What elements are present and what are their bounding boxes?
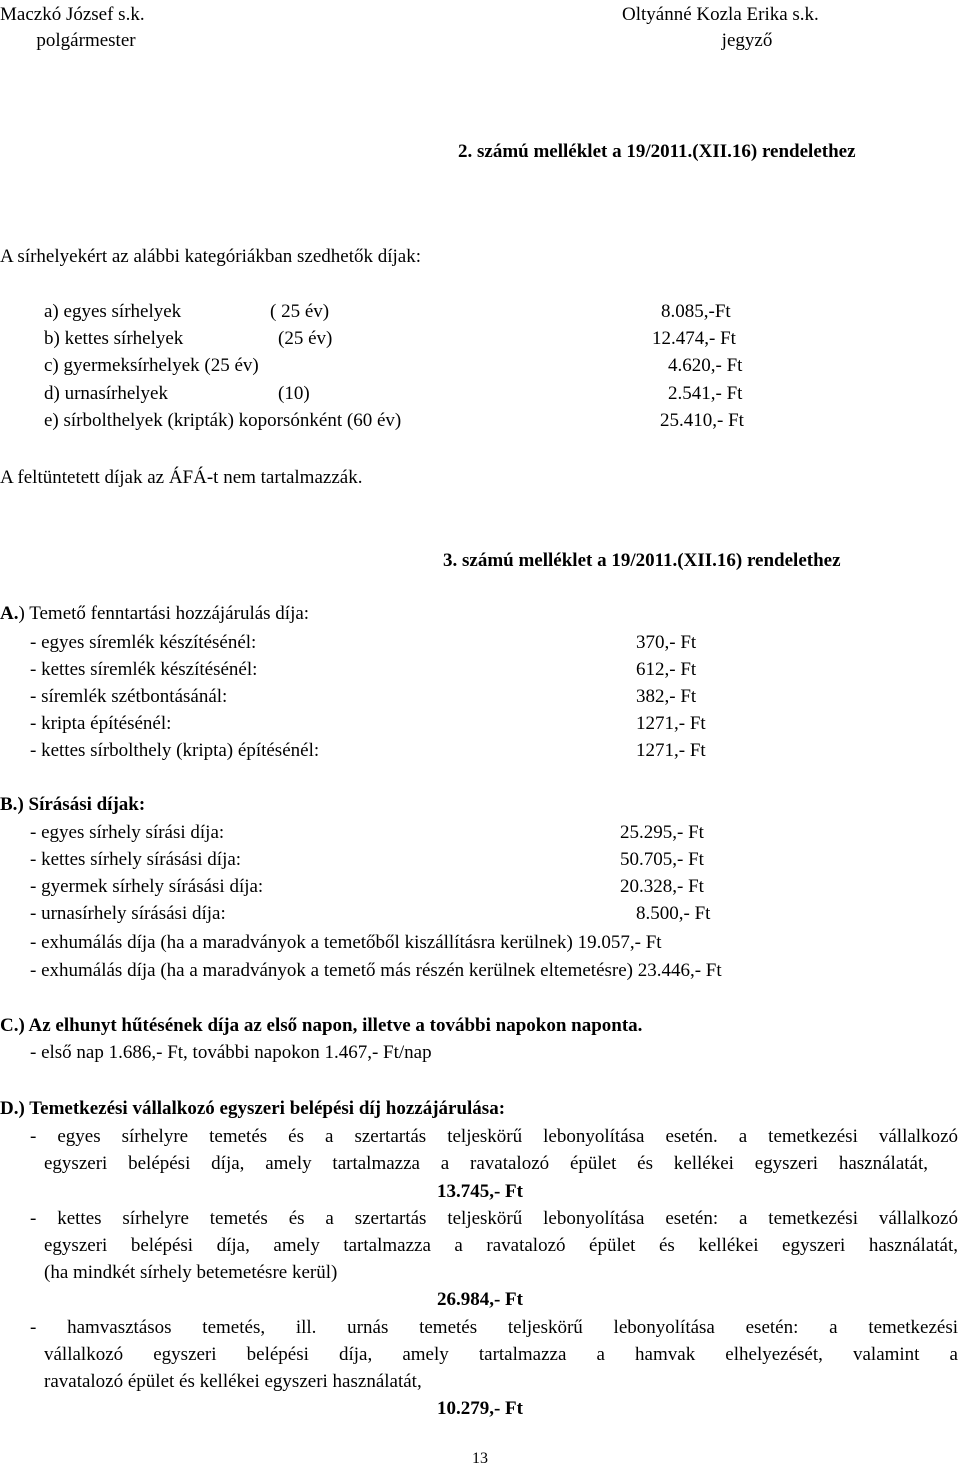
table-row-label: c) gyermeksírhelyek (25 év) <box>44 355 259 376</box>
list-item-label: - egyes síremlék készítésénél: <box>30 632 257 653</box>
section-title-text: ) Az elhunyt hűtésének díja az első napon, illetve a további napokon naponta. <box>18 1015 643 1036</box>
exhumation-line: - exhumálás díja (ha a maradványok a temetőből kiszállításra kerülnek) 19.057,- Ft <box>30 932 662 953</box>
table-row-term: (25 év) <box>278 328 333 349</box>
list-item-label: - kettes sírbolthely (kripta) építésénél: <box>30 740 320 761</box>
list-item-price: 370,- Ft <box>636 632 697 653</box>
section-title-text: ) Temetkezési vállalkozó egyszeri belépési díj hozzájárulása: <box>18 1098 506 1119</box>
mayor-title: polgármester <box>36 30 136 51</box>
section-letter: C. <box>0 1015 19 1036</box>
paragraph-line: egyszeri belépési díja, amely tartalmazza a ravatalozó épület és kellékei egyszeri használatát, <box>44 1235 958 1256</box>
cooling-fee-line: - első nap 1.686,- Ft, további napokon 1.467,- Ft/nap <box>30 1042 432 1063</box>
paragraph-line: - egyes sírhelyre temetés és a szertartás teljeskörű lebonyolítása esetén. a temetkezési vállalkozó <box>30 1126 958 1147</box>
paragraph-line: ravatalozó épület és kellékei egyszeri használatát, <box>44 1371 422 1392</box>
section-a-title <box>0 603 309 625</box>
fee-amount: 10.279,- Ft <box>436 1398 523 1419</box>
annex3-heading: 3. számú melléklet a 19/2011.(XII.16) rendelethez <box>443 550 841 571</box>
list-item-price: 1271,- Ft <box>636 740 706 761</box>
table-row-label: d) urnasírhelyek <box>44 383 168 404</box>
list-item-label: - kripta építésénél: <box>30 713 172 734</box>
table-row-price: 4.620,- Ft <box>668 355 743 376</box>
section-letter: A. <box>0 603 19 624</box>
table-row-term: ( 25 év) <box>270 301 330 322</box>
exhumation-line: - exhumálás díja (ha a maradványok a temető más részén kerülnek eltemetésre) 23.446,- Ft <box>30 960 722 981</box>
clerk-title: jegyző <box>721 30 773 51</box>
table-row-price: 25.410,- Ft <box>660 410 744 431</box>
list-item-price: 612,- Ft <box>636 659 697 680</box>
list-item-label: - síremlék szétbontásánál: <box>30 686 228 707</box>
list-item-price: 1271,- Ft <box>636 713 706 734</box>
page-number: 13 <box>472 1450 488 1467</box>
table-row-term: (10) <box>278 383 310 404</box>
table-row-price: 8.085,-Ft <box>661 301 731 322</box>
table-row-price: 12.474,- Ft <box>652 328 736 349</box>
annex2-heading: 2. számú melléklet a 19/2011.(XII.16) rendelethez <box>458 141 856 162</box>
section-b-title <box>0 794 145 816</box>
section-title-text: ) Temető fenntartási hozzájárulás díja: <box>18 603 310 624</box>
table-row-label: e) sírbolthelyek (kripták) koporsónként (60 év) <box>44 410 402 431</box>
list-item-label: - kettes sírhely sírásási díja: <box>30 849 242 870</box>
annex2-intro: A sírhelyekért az alábbi kategóriákban szedhetők díjak: <box>0 246 422 267</box>
list-item-price: 8.500,- Ft <box>636 903 711 924</box>
paragraph-line: - hamvasztásos temetés, ill. urnás temetés teljeskörű lebonyolítása esetén: a temetkezési <box>30 1317 958 1338</box>
clerk-name: Oltyánné Kozla Erika s.k. <box>622 4 819 25</box>
section-letter: B. <box>0 794 18 815</box>
table-row-label: b) kettes sírhelyek <box>44 328 184 349</box>
list-item-price: 50.705,- Ft <box>620 849 704 870</box>
paragraph-line: vállalkozó egyszeri belépési díja, amely tartalmazza a hamvak elhelyezését, valamint a <box>44 1344 958 1365</box>
paragraph-line: egyszeri belépési díja, amely tartalmazza a ravatalozó épület és kellékei egyszeri használatát, <box>44 1153 928 1174</box>
vat-note: A feltüntetett díjak az ÁFÁ-t nem tartalmazzák. <box>0 467 363 488</box>
section-d-title <box>0 1098 505 1120</box>
section-c-title <box>0 1015 642 1037</box>
paragraph-line: - kettes sírhelyre temetés és a szertartás teljeskörű lebonyolítása esetén: a temetkezési vállalkozó <box>30 1208 958 1229</box>
list-item-price: 25.295,- Ft <box>620 822 704 843</box>
list-item-label: - egyes sírhely sírási díja: <box>30 822 225 843</box>
list-item-price: 382,- Ft <box>636 686 697 707</box>
section-letter: D. <box>0 1098 19 1119</box>
table-row-price: 2.541,- Ft <box>668 383 743 404</box>
table-row-label: a) egyes sírhelyek <box>44 301 182 322</box>
list-item-price: 20.328,- Ft <box>620 876 704 897</box>
list-item-label: - urnasírhely sírásási díja: <box>30 903 226 924</box>
list-item-label: - kettes síremlék készítésénél: <box>30 659 258 680</box>
fee-amount: 13.745,- Ft <box>436 1181 523 1202</box>
mayor-name: Maczkó József s.k. <box>0 4 145 25</box>
list-item-label: - gyermek sírhely sírásási díja: <box>30 876 264 897</box>
section-title-text: ) Sírásási díjak: <box>17 794 146 815</box>
paragraph-line: (ha mindkét sírhely betemetésre kerül) <box>44 1262 338 1283</box>
fee-amount: 26.984,- Ft <box>436 1289 523 1310</box>
